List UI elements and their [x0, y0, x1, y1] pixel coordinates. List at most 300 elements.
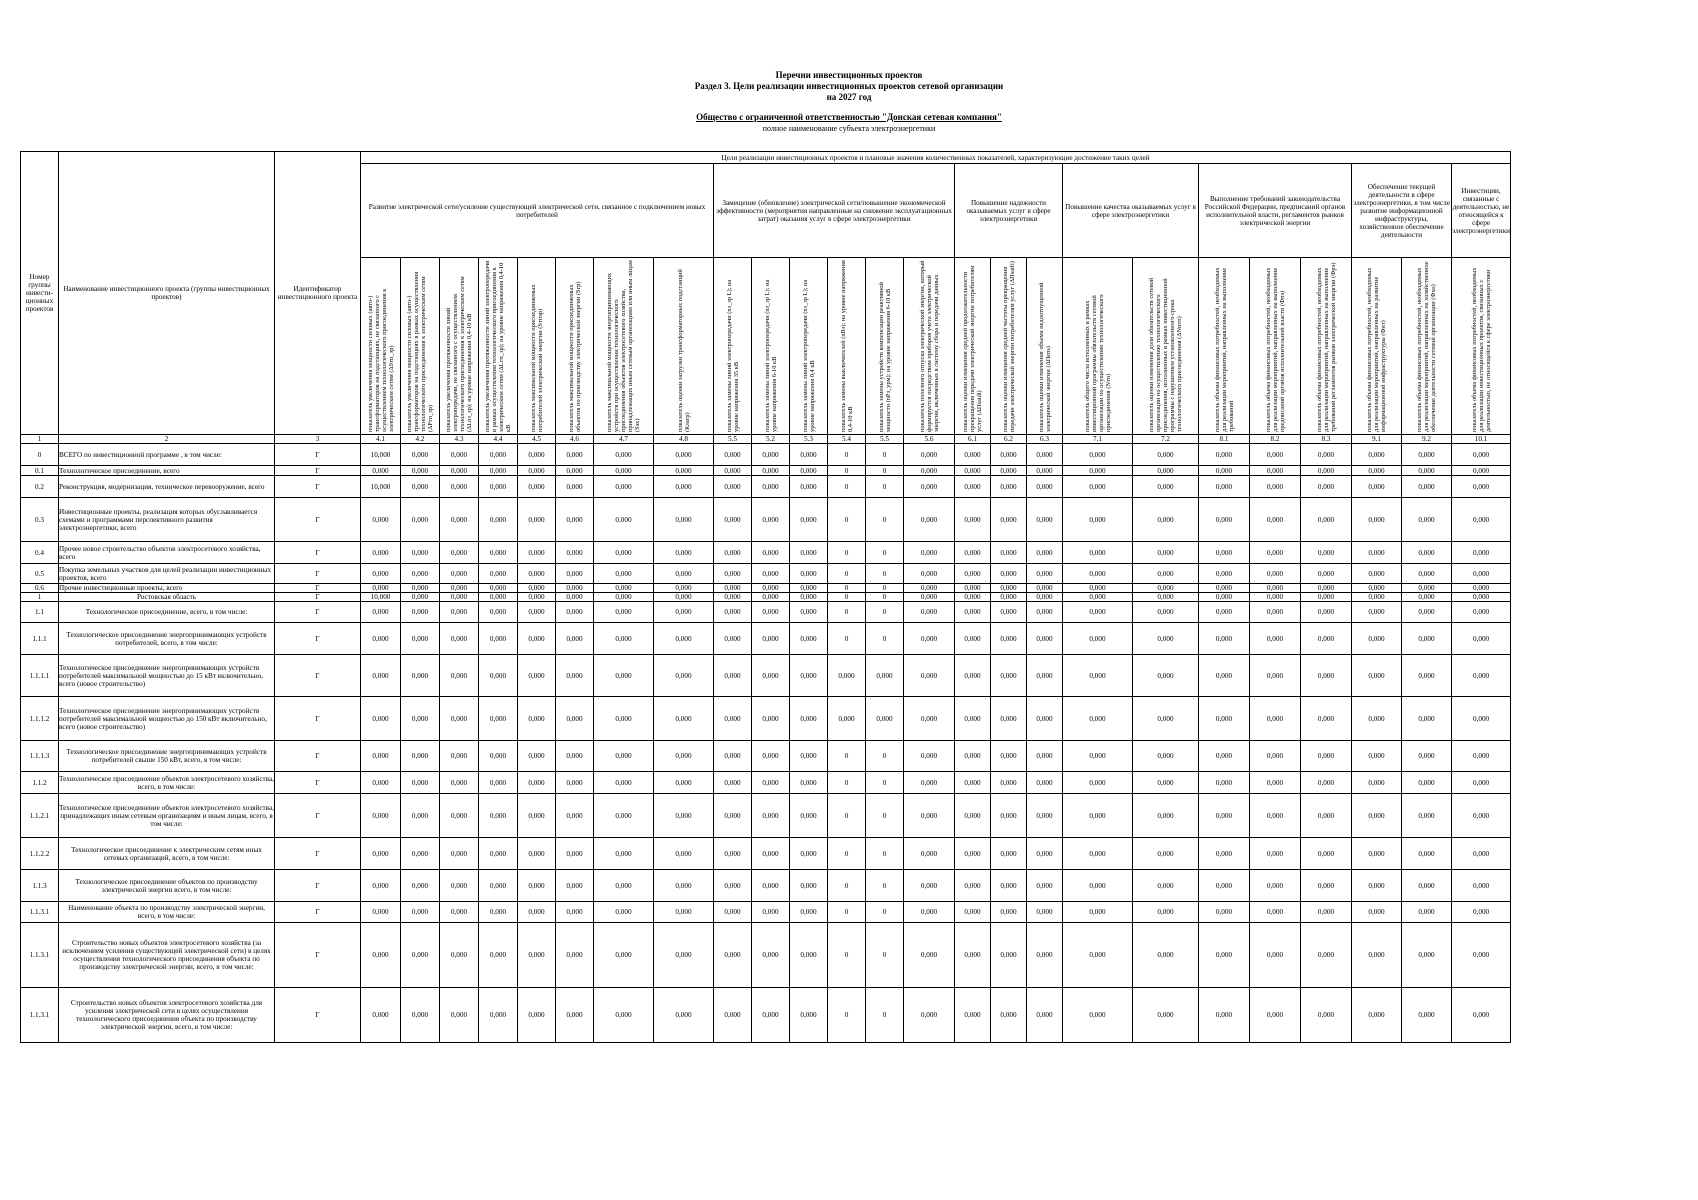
indicator-value: 0,000: [1133, 476, 1199, 498]
indicator-value: 0,000: [1027, 772, 1063, 794]
indicator-value: 0,000: [594, 923, 654, 988]
indicator-value: 0,000: [752, 602, 790, 623]
indicator-value: 0,000: [1250, 593, 1301, 602]
row-project-name: Технологическое присоединение объектов электросетевого хозяйства, принадлежащих иным сетевым организациям и иным лицам, всего, в том числе:: [59, 794, 275, 838]
indicator-value: 0,000: [752, 794, 790, 838]
indicator-value: 0: [828, 602, 866, 623]
indicator-header: показатель максимальной мощности присоединяемых объектов по производству электрической энергии (Sгр): [556, 258, 594, 435]
indicator-value: 0,000: [401, 697, 440, 741]
row-project-name: Инвестиционные проекты, реализация которых обуславливается схемами и программами перспективного развития электроэнергетики, всего: [59, 498, 275, 542]
indicator-value: 0,000: [440, 838, 479, 870]
indicator-value: 0,000: [1027, 564, 1063, 584]
row-number: 1.1.1: [21, 623, 59, 655]
indicator-value: 0,000: [714, 623, 752, 655]
row-project-id: Г: [275, 741, 361, 772]
indicator-value: 0: [828, 902, 866, 923]
indicator-value: 0,000: [1301, 593, 1352, 602]
indicator-value: 0,000: [991, 542, 1027, 564]
indicator-value: 0,000: [556, 542, 594, 564]
indicator-value: 0,000: [790, 623, 828, 655]
indicator-value: 0,000: [1027, 444, 1063, 466]
indicator-value: 0,000: [1199, 655, 1250, 697]
indicator-value: 0: [828, 794, 866, 838]
indicator-value: 0,000: [518, 655, 556, 697]
indicator-value: 0: [866, 476, 904, 498]
table-row: [21, 741, 1511, 772]
indicator-value: 0,000: [479, 593, 518, 602]
indicator-value: 0,000: [518, 593, 556, 602]
indicator-value: 0,000: [594, 542, 654, 564]
indicator-value: 0,000: [1452, 476, 1511, 498]
indicator-value: 0,000: [991, 444, 1027, 466]
indicator-value: 0,000: [440, 655, 479, 697]
indicator-value: 0,000: [1352, 697, 1402, 741]
indicator-value: 0: [828, 444, 866, 466]
indicator-value: 0,000: [790, 988, 828, 1043]
column-number: 2: [59, 435, 275, 444]
table-row: [21, 697, 1511, 741]
row-project-name: ВСЕГО по инвестиционной программе , в том числе:: [59, 444, 275, 466]
indicator-value: 0,000: [714, 772, 752, 794]
indicator-value: 0,000: [1301, 444, 1352, 466]
indicator-value: 0,000: [1402, 444, 1452, 466]
indicator-value: 0,000: [955, 444, 991, 466]
indicator-value: 0: [828, 498, 866, 542]
indicator-value: 0,000: [361, 602, 401, 623]
indicator-value: 0,000: [479, 988, 518, 1043]
indicator-value: 0,000: [401, 838, 440, 870]
indicator-value: 0,000: [479, 794, 518, 838]
indicator-header: показатель оценки изменения средней продолжительности прекращения передачи электрической энергии потребителям услуг (ΔПsaidi): [955, 258, 991, 435]
indicator-value: 0,000: [1402, 623, 1452, 655]
indicator-value: 0,000: [1301, 902, 1352, 923]
indicator-value: 0,000: [654, 697, 714, 741]
indicator-value: 0,000: [361, 988, 401, 1043]
indicator-value: 0,000: [594, 697, 654, 741]
indicator-value: 0,000: [1027, 466, 1063, 476]
indicator-value: 0,000: [401, 988, 440, 1043]
indicator-value: 0,000: [556, 584, 594, 593]
indicator-value: 0,000: [1027, 623, 1063, 655]
indicator-value: 0,000: [904, 466, 955, 476]
indicator-value: 0,000: [790, 542, 828, 564]
indicator-value: 0,000: [1452, 697, 1511, 741]
goal-quality: Повышение качества оказываемых услуг в сфере электроэнергетики: [1063, 164, 1199, 258]
indicator-value: 0,000: [1452, 794, 1511, 838]
indicator-value: 0,000: [1063, 584, 1133, 593]
table-row: [21, 444, 1511, 466]
indicator-value: 0,000: [790, 741, 828, 772]
indicator-value: 0,000: [904, 542, 955, 564]
row-number: 1.1: [21, 602, 59, 623]
indicator-value: 0,000: [1250, 623, 1301, 655]
indicator-value: 0,000: [1063, 655, 1133, 697]
table-row: [21, 794, 1511, 838]
indicator-value: 0,000: [714, 741, 752, 772]
indicator-value: 0,000: [594, 498, 654, 542]
indicator-value: 0,000: [518, 772, 556, 794]
indicator-value: 0,000: [1250, 988, 1301, 1043]
indicator-header: показатель объема финансовых потребностей, необходимых для реализации мероприятий, направленных на выполнение предписаний органов исполнительной власти (Фпэ): [1250, 258, 1301, 435]
indicator-value: 0,000: [752, 444, 790, 466]
indicator-value: 0,000: [714, 444, 752, 466]
indicator-value: 0,000: [790, 593, 828, 602]
indicator-value: 0,000: [479, 498, 518, 542]
indicator-value: 0,000: [440, 623, 479, 655]
indicator-value: 0,000: [556, 623, 594, 655]
indicator-value: 0,000: [594, 772, 654, 794]
row-number: 0: [21, 444, 59, 466]
indicator-value: 0,000: [1301, 697, 1352, 741]
indicator-value: 0,000: [1452, 902, 1511, 923]
indicator-value: 0,000: [866, 655, 904, 697]
row-project-id: Г: [275, 902, 361, 923]
row-project-id: Г: [275, 444, 361, 466]
row-project-name: Технологическое присоединение, всего: [59, 466, 275, 476]
indicator-value: 0,000: [518, 498, 556, 542]
indicator-value: 0,000: [556, 476, 594, 498]
row-number: 1: [21, 593, 59, 602]
indicator-value: 0,000: [790, 794, 828, 838]
indicator-value: 0,000: [1301, 623, 1352, 655]
indicator-value: 0,000: [1250, 923, 1301, 988]
indicator-value: 0,000: [1199, 838, 1250, 870]
indicator-value: 0,000: [401, 444, 440, 466]
indicator-value: 0,000: [1452, 584, 1511, 593]
indicator-value: 0: [866, 772, 904, 794]
indicator-value: 0: [828, 772, 866, 794]
indicator-value: 0: [866, 923, 904, 988]
indicator-value: 0,000: [955, 593, 991, 602]
indicator-value: 0,000: [401, 593, 440, 602]
indicator-value: 0,000: [991, 741, 1027, 772]
indicator-value: 0,000: [1452, 623, 1511, 655]
indicator-value: 0,000: [654, 564, 714, 584]
indicator-value: 0,000: [904, 794, 955, 838]
indicator-value: 0,000: [1199, 902, 1250, 923]
header-group-number: Номер группы инвести-ционных проектов: [21, 152, 59, 435]
indicator-value: 0,000: [991, 794, 1027, 838]
indicator-value: 0,000: [440, 542, 479, 564]
indicator-value: 0,000: [1199, 697, 1250, 741]
indicator-value: 0,000: [714, 584, 752, 593]
table-row: [21, 655, 1511, 697]
row-project-name: Технологическое присоединение энергопринимающих устройств потребителей, всего, в том числе:: [59, 623, 275, 655]
indicator-value: 0,000: [752, 870, 790, 902]
indicator-value: 0,000: [361, 794, 401, 838]
column-number: 4.5: [518, 435, 556, 444]
table-row: [21, 602, 1511, 623]
indicator-value: 0,000: [440, 593, 479, 602]
indicator-value: 0,000: [955, 466, 991, 476]
indicator-value: 0,000: [714, 794, 752, 838]
indicator-value: 0,000: [1027, 741, 1063, 772]
indicator-value: 0,000: [1250, 584, 1301, 593]
indicator-value: 0,000: [556, 870, 594, 902]
indicator-value: 0,000: [904, 623, 955, 655]
indicator-value: 0,000: [1352, 794, 1402, 838]
indicator-value: 0: [828, 870, 866, 902]
indicator-value: 0,000: [518, 741, 556, 772]
indicator-value: 0,000: [904, 476, 955, 498]
indicator-value: 0: [866, 444, 904, 466]
indicator-value: 0,000: [556, 772, 594, 794]
indicator-value: 0,000: [594, 476, 654, 498]
indicator-value: 0,000: [361, 838, 401, 870]
indicator-value: 0,000: [1199, 593, 1250, 602]
indicator-value: 0,000: [1352, 988, 1402, 1043]
indicator-value: 0,000: [1352, 498, 1402, 542]
indicator-value: 0,000: [1301, 988, 1352, 1043]
indicator-value: 0,000: [1027, 902, 1063, 923]
indicator-value: 0,000: [518, 923, 556, 988]
indicator-value: 0,000: [556, 498, 594, 542]
indicator-value: 0,000: [654, 772, 714, 794]
indicator-value: 0,000: [752, 902, 790, 923]
indicator-value: 0,000: [594, 741, 654, 772]
header-goals-caption: Цели реализации инвестиционных проектов и плановые значения количественных показателей, характеризующие достижение таких целей: [361, 152, 1511, 164]
indicator-value: 0,000: [904, 870, 955, 902]
indicator-value: 0,000: [1027, 593, 1063, 602]
indicator-value: 0,000: [955, 697, 991, 741]
column-number: 6.1: [955, 435, 991, 444]
row-project-name: Покупка земельных участков для целей реализации инвестиционных проектов, всего: [59, 564, 275, 584]
indicator-header: показатель максимальной мощности энергопринимающих устройств при осуществлении технологического присоединения объектов электросетевого хозяйства, принадлежащих иным сетевым организациям или иным лицам (Sэх): [594, 258, 654, 435]
row-project-id: Г: [275, 838, 361, 870]
indicator-value: 0,000: [1250, 564, 1301, 584]
indicator-value: 0,000: [361, 655, 401, 697]
row-number: 0.1: [21, 466, 59, 476]
indicator-value: 0,000: [479, 466, 518, 476]
row-project-id: Г: [275, 655, 361, 697]
indicator-value: 0,000: [1352, 444, 1402, 466]
row-project-id: Г: [275, 593, 361, 602]
indicator-value: 0,000: [790, 466, 828, 476]
indicator-value: 0,000: [1250, 794, 1301, 838]
indicator-value: 0,000: [479, 444, 518, 466]
indicator-value: 0,000: [1301, 584, 1352, 593]
indicator-value: 0,000: [1199, 772, 1250, 794]
indicator-value: 0,000: [361, 466, 401, 476]
indicator-value: 0,000: [752, 466, 790, 476]
indicator-value: 0,000: [991, 655, 1027, 697]
indicator-value: 0,000: [1133, 466, 1199, 476]
row-project-name: Технологическое присоединение к электрическим сетям иных сетевых организаций, всего, в том числе:: [59, 838, 275, 870]
indicator-value: 0,000: [1133, 902, 1199, 923]
indicator-value: 0: [866, 902, 904, 923]
indicator-value: 0,000: [1352, 772, 1402, 794]
indicator-value: 0,000: [1250, 870, 1301, 902]
indicator-value: 0,000: [1199, 923, 1250, 988]
indicator-value: 0,000: [594, 584, 654, 593]
column-number: 4.3: [440, 435, 479, 444]
table-row: [21, 542, 1511, 564]
indicator-value: 0,000: [556, 697, 594, 741]
indicator-value: 0,000: [594, 623, 654, 655]
indicator-value: 0,000: [1301, 476, 1352, 498]
indicator-value: 0,000: [955, 902, 991, 923]
indicator-value: 0,000: [1063, 602, 1133, 623]
indicator-value: 0,000: [1063, 444, 1133, 466]
column-number: 9.1: [1352, 435, 1402, 444]
indicator-header: показатель объема финансовых потребностей, необходимых для реализации мероприятий, направленных на выполнение требований регламентов рынков электрической энергии (Фрэ): [1301, 258, 1352, 435]
row-number: 0.5: [21, 564, 59, 584]
indicator-value: 0,000: [1027, 794, 1063, 838]
indicator-value: 0,000: [654, 466, 714, 476]
column-number: 4.1: [361, 435, 401, 444]
indicator-value: 0,000: [1027, 923, 1063, 988]
organization-name: Общество с ограниченной ответственностью "Донская сетевая компания": [696, 112, 1002, 122]
indicator-value: 0,000: [518, 697, 556, 741]
indicator-value: 0,000: [955, 772, 991, 794]
indicator-value: 0,000: [361, 923, 401, 988]
indicator-value: 0,000: [440, 564, 479, 584]
indicator-value: 0,000: [1402, 794, 1452, 838]
column-number: 4.7: [594, 435, 654, 444]
indicator-value: 0,000: [1133, 602, 1199, 623]
indicator-value: 10,000: [361, 593, 401, 602]
indicator-value: 0,000: [790, 870, 828, 902]
indicator-value: 0,000: [1352, 466, 1402, 476]
indicator-value: 0: [828, 838, 866, 870]
indicator-value: 0,000: [714, 602, 752, 623]
row-project-id: Г: [275, 623, 361, 655]
indicator-value: 0,000: [714, 593, 752, 602]
indicator-value: 0,000: [1133, 564, 1199, 584]
indicator-value: 0,000: [654, 655, 714, 697]
indicator-value: 0,000: [1452, 593, 1511, 602]
indicator-value: 0,000: [440, 902, 479, 923]
indicator-value: 0,000: [440, 466, 479, 476]
indicator-value: 0,000: [1133, 988, 1199, 1043]
indicator-value: 0,000: [440, 870, 479, 902]
indicator-value: 0,000: [1301, 838, 1352, 870]
indicator-header: показатель оценки изменения средней частоты прекращения передачи электрической энергии потребителям услуг (ΔПsaifi): [991, 258, 1027, 435]
indicator-value: 0,000: [1250, 602, 1301, 623]
indicator-value: 0,000: [955, 564, 991, 584]
table-row: [21, 564, 1511, 584]
indicator-value: 0,000: [1027, 655, 1063, 697]
indicator-value: 0,000: [1250, 542, 1301, 564]
indicator-value: 0,000: [955, 623, 991, 655]
row-number: 0.6: [21, 584, 59, 593]
indicator-value: 0,000: [654, 923, 714, 988]
indicator-value: 0,000: [361, 623, 401, 655]
indicator-value: 0,000: [361, 697, 401, 741]
indicator-value: 0,000: [518, 602, 556, 623]
column-number: 8.1: [1199, 435, 1250, 444]
indicator-header: показатель увеличения протяженности линий электропередачи в рамках осуществления технологического присоединения к электрическим сетям (ΔLтп_зр); на уровне напряжения 0,4-10 кВ: [479, 258, 518, 435]
table-row: [21, 772, 1511, 794]
column-number: 4.6: [556, 435, 594, 444]
indicator-value: 0,000: [1352, 623, 1402, 655]
indicator-value: 0,000: [440, 498, 479, 542]
indicator-value: 0,000: [955, 584, 991, 593]
indicator-value: 0,000: [714, 476, 752, 498]
indicator-value: 0,000: [518, 870, 556, 902]
indicator-value: 0,000: [518, 794, 556, 838]
indicator-value: 0,000: [1063, 772, 1133, 794]
indicator-value: 0,000: [479, 655, 518, 697]
indicator-value: 0: [866, 542, 904, 564]
indicator-value: 0,000: [556, 988, 594, 1043]
indicator-value: 0,000: [752, 772, 790, 794]
indicator-value: 0,000: [1301, 602, 1352, 623]
indicator-value: 0,000: [714, 542, 752, 564]
indicator-value: 0,000: [401, 476, 440, 498]
indicator-value: 0: [828, 466, 866, 476]
indicator-value: 0,000: [1452, 772, 1511, 794]
indicator-value: 0,000: [955, 602, 991, 623]
indicator-value: 0,000: [955, 923, 991, 988]
indicator-header: показатель максимальной мощности присоединяемых потребителей электрической энергии (Sтпэр): [518, 258, 556, 435]
row-project-name: Технологическое присоединение объектов электросетевого хозяйства, всего, в том числе:: [59, 772, 275, 794]
indicator-value: 0,000: [1301, 794, 1352, 838]
column-number: 5.4: [828, 435, 866, 444]
indicator-value: 0: [828, 593, 866, 602]
indicator-value: 0,000: [1063, 794, 1133, 838]
indicator-value: 0,000: [1301, 655, 1352, 697]
column-number: 6.2: [991, 435, 1027, 444]
indicator-value: 0: [866, 794, 904, 838]
indicator-header: показатель замены линий электропередачи (nз_зр L); на уровне напряжения 0,4 кВ: [790, 258, 828, 435]
indicator-value: 0,000: [904, 564, 955, 584]
indicator-value: 0: [828, 476, 866, 498]
indicator-value: 0,000: [714, 655, 752, 697]
indicator-value: 0: [866, 838, 904, 870]
indicator-value: 0,000: [440, 584, 479, 593]
indicator-value: 0,000: [904, 655, 955, 697]
indicator-value: 0,000: [904, 593, 955, 602]
row-project-name: Технологическое присоединение энергопринимающих устройств потребителей максимальной мощностью до 150 кВт включительно, всего (новое строительство): [59, 697, 275, 741]
indicator-value: 0,000: [752, 564, 790, 584]
indicator-value: 0,000: [714, 988, 752, 1043]
indicator-value: 0,000: [556, 444, 594, 466]
row-project-name: Реконструкция, модернизация, техническое перевооружение, всего: [59, 476, 275, 498]
indicator-value: 0,000: [790, 498, 828, 542]
indicator-value: 0,000: [1452, 838, 1511, 870]
indicator-value: 0,000: [1133, 870, 1199, 902]
indicator-value: 0,000: [1402, 870, 1452, 902]
indicator-value: 0,000: [440, 923, 479, 988]
indicator-value: 0,000: [401, 466, 440, 476]
column-number: 5.5: [714, 435, 752, 444]
indicator-value: 0,000: [1402, 902, 1452, 923]
indicator-value: 0,000: [518, 902, 556, 923]
indicator-value: 0,000: [1250, 902, 1301, 923]
indicator-value: 0,000: [401, 655, 440, 697]
indicator-value: 0,000: [518, 988, 556, 1043]
indicator-value: 0,000: [479, 870, 518, 902]
indicator-value: 0,000: [440, 741, 479, 772]
indicator-value: 0,000: [1199, 564, 1250, 584]
row-number: 1.1.1.1: [21, 655, 59, 697]
indicator-header: показатель замены устройств компенсации реактивной мощности (nРз_урм); на уровне напряжения 6-10 кВ: [866, 258, 904, 435]
indicator-value: 0,000: [654, 838, 714, 870]
indicator-value: 0,000: [1199, 870, 1250, 902]
indicator-value: 0,000: [790, 902, 828, 923]
row-project-name: Технологическое присоединение объектов по производству электрической энергии всего, в том числе:: [59, 870, 275, 902]
indicator-value: 0,000: [1027, 870, 1063, 902]
indicator-value: 0: [866, 564, 904, 584]
indicator-value: 0,000: [752, 584, 790, 593]
indicator-value: 0,000: [518, 542, 556, 564]
indicator-value: 0,000: [361, 498, 401, 542]
indicator-value: 0,000: [1027, 697, 1063, 741]
indicator-header: показатель замены выключателей (nВз); на уровне напряжения 0,4-10 кВ: [828, 258, 866, 435]
indicator-value: 0,000: [1199, 794, 1250, 838]
indicator-value: 0,000: [556, 564, 594, 584]
